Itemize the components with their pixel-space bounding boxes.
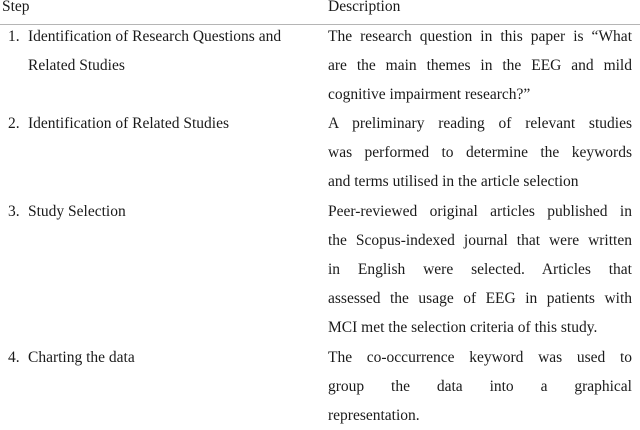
row-description [328,109,632,196]
description-line: group the data into a graphical [328,378,632,395]
step-line: Charting the data [28,349,135,366]
step-line: Identification of Related Studies [28,115,230,132]
step-line: Study Selection [28,203,126,220]
description-line: and terms utilised in the article selection [328,173,579,190]
step-line: Identification of Research Questions and [28,28,282,45]
description-line: assessed the usage of EEG in patients with [328,290,632,307]
description-line: MCI met the selection criteria of this study. [328,319,598,336]
table-row [0,343,640,427]
row-number: 3. [8,203,20,220]
description-line: A preliminary reading of relevant studies [328,115,632,132]
row-step [28,109,318,138]
row-step [28,22,318,80]
row-number: 4. [8,349,20,366]
row-description [328,343,632,430]
description-line: The research question in this paper is “What [328,28,632,45]
description-line: The co-occurrence keyword was used to [328,349,632,366]
row-number: 2. [8,115,20,132]
description-line: was performed to determine the keywords [328,144,632,161]
step-line: Related Studies [28,57,125,74]
description-line: cognitive impairment research?” [328,86,531,103]
table-row [0,22,640,110]
description-line: in English were selected. Articles that [328,261,632,278]
row-step [28,343,318,372]
description-line: Peer-reviewed original articles published in [328,203,632,220]
table-row [0,109,640,197]
description-line: the Scopus-indexed journal that were written [328,232,632,249]
table-row [0,197,640,343]
header-step: Step [2,0,30,15]
row-number: 1. [8,28,20,45]
row-description [328,197,632,342]
description-line: representation. [328,407,420,424]
header-description: Description [328,0,401,15]
row-description [328,22,632,109]
row-step [28,197,318,226]
description-line: are the main themes in the EEG and mild [328,57,632,74]
